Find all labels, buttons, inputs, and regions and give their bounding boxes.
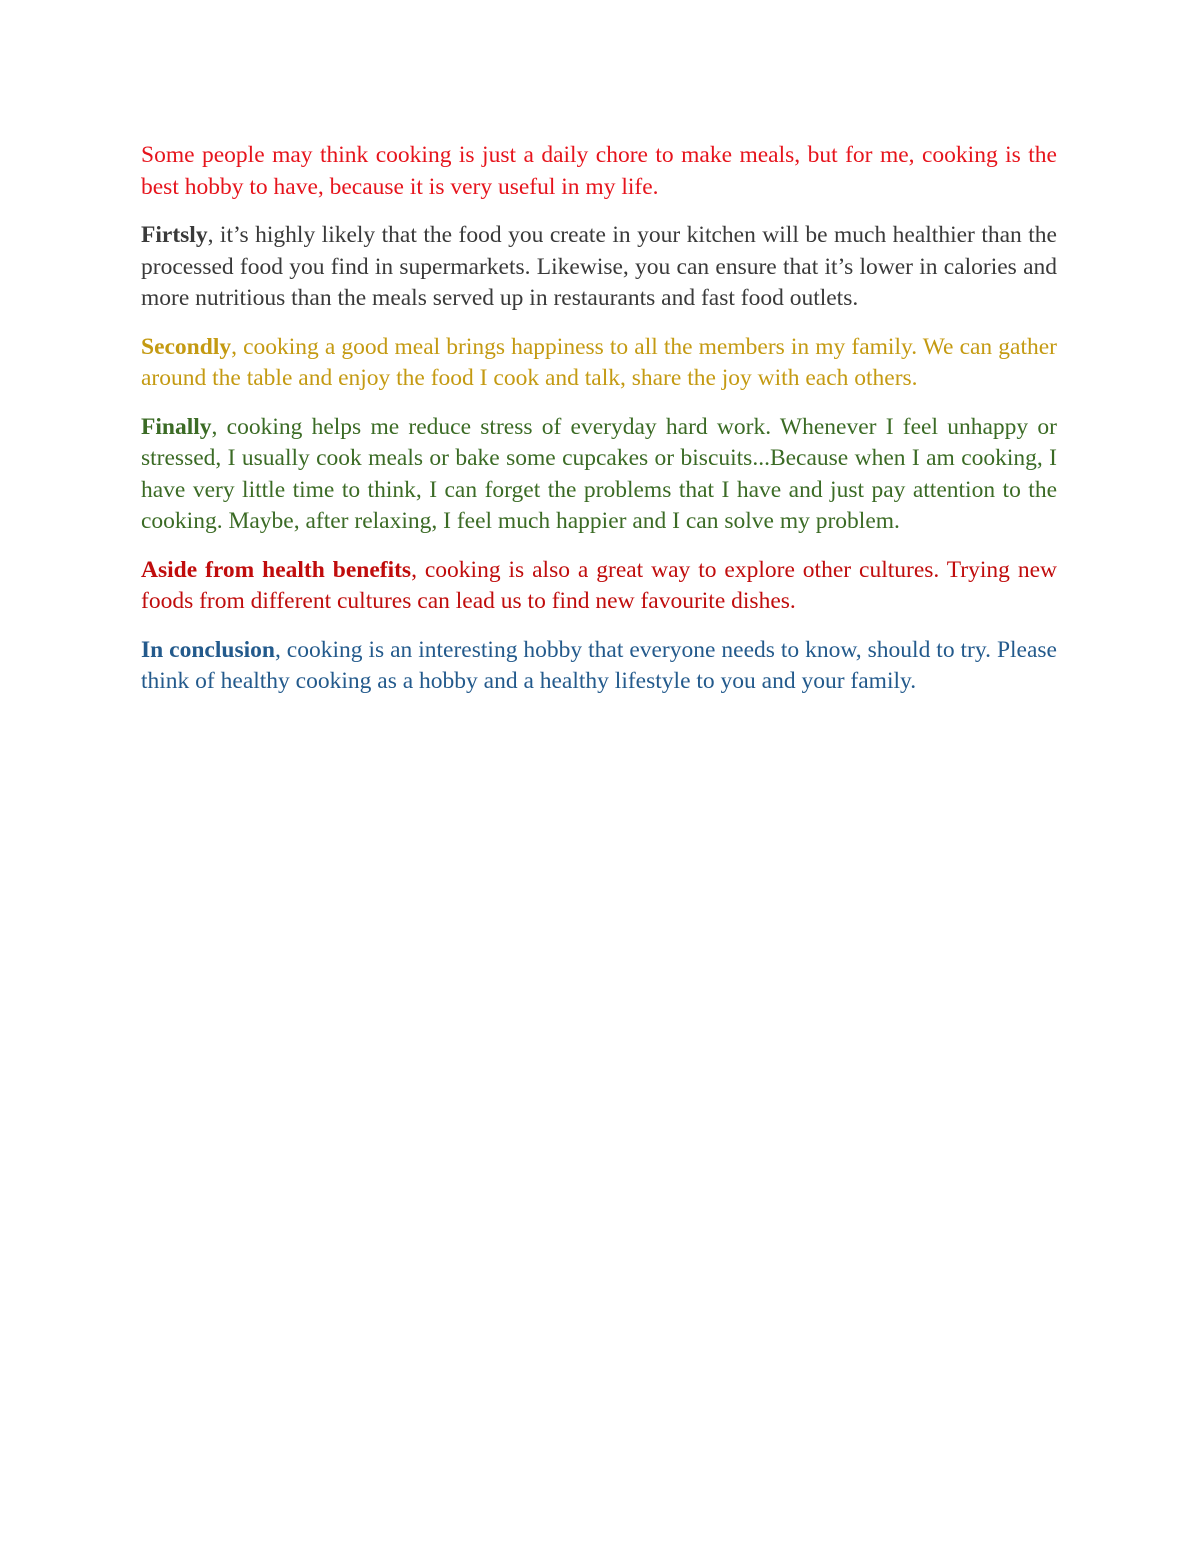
paragraph-intro [141, 140, 1057, 203]
paragraph-finally-text: , cooking helps me reduce stress of everyday hard work. Whenever I feel unhappy or stressed, I usually cook meals or bake some cupcakes or biscuits...Because when I am cooking, I have very little time to think, I can forget the problems that I have and just pay attention to the cooking. Maybe, after relaxing, I feel much happier and I can solve my problem. [141, 413, 1057, 534]
paragraph-firstly [141, 220, 1057, 315]
document-body [141, 140, 1057, 715]
paragraph-aside-text: , cooking is also a great way to explore other cultures. Trying new foods from different cultures can lead us to find new favourite dishes. [141, 556, 1057, 614]
paragraph-aside [141, 555, 1057, 618]
paragraph-conclusion-lead: In conclusion [141, 636, 275, 663]
paragraph-finally [141, 412, 1057, 538]
paragraph-firstly-text: , it’s highly likely that the food you create in your kitchen will be much healthier than the processed food you find in supermarkets. Likewise, you can ensure that it’s lower in calories and more nutritious than the meals served up in restaurants and fast food outlets. [141, 222, 1057, 311]
paragraph-secondly [141, 332, 1057, 395]
paragraph-finally-lead: Finally [141, 413, 212, 440]
paragraph-firstly-lead: Firtsly [141, 222, 208, 248]
paragraph-aside-lead: Aside from health benefits [141, 556, 412, 583]
paragraph-secondly-text: , cooking a good meal brings happiness to all the members in my family. We can gather around the table and enjoy the food I cook and talk, share the joy with each others. [141, 333, 1057, 391]
paragraph-conclusion-text: , cooking is an interesting hobby that everyone needs to know, should to try. Please think of healthy cooking as a hobby and a healthy lifestyle to you and your family. [141, 636, 1057, 694]
paragraph-secondly-lead: Secondly [141, 333, 232, 360]
paragraph-intro-text: Some people may think cooking is just a daily chore to make meals, but for me, cooking is the best hobby to have, because it is very useful in my life. [141, 142, 1057, 200]
paragraph-conclusion [141, 635, 1057, 698]
